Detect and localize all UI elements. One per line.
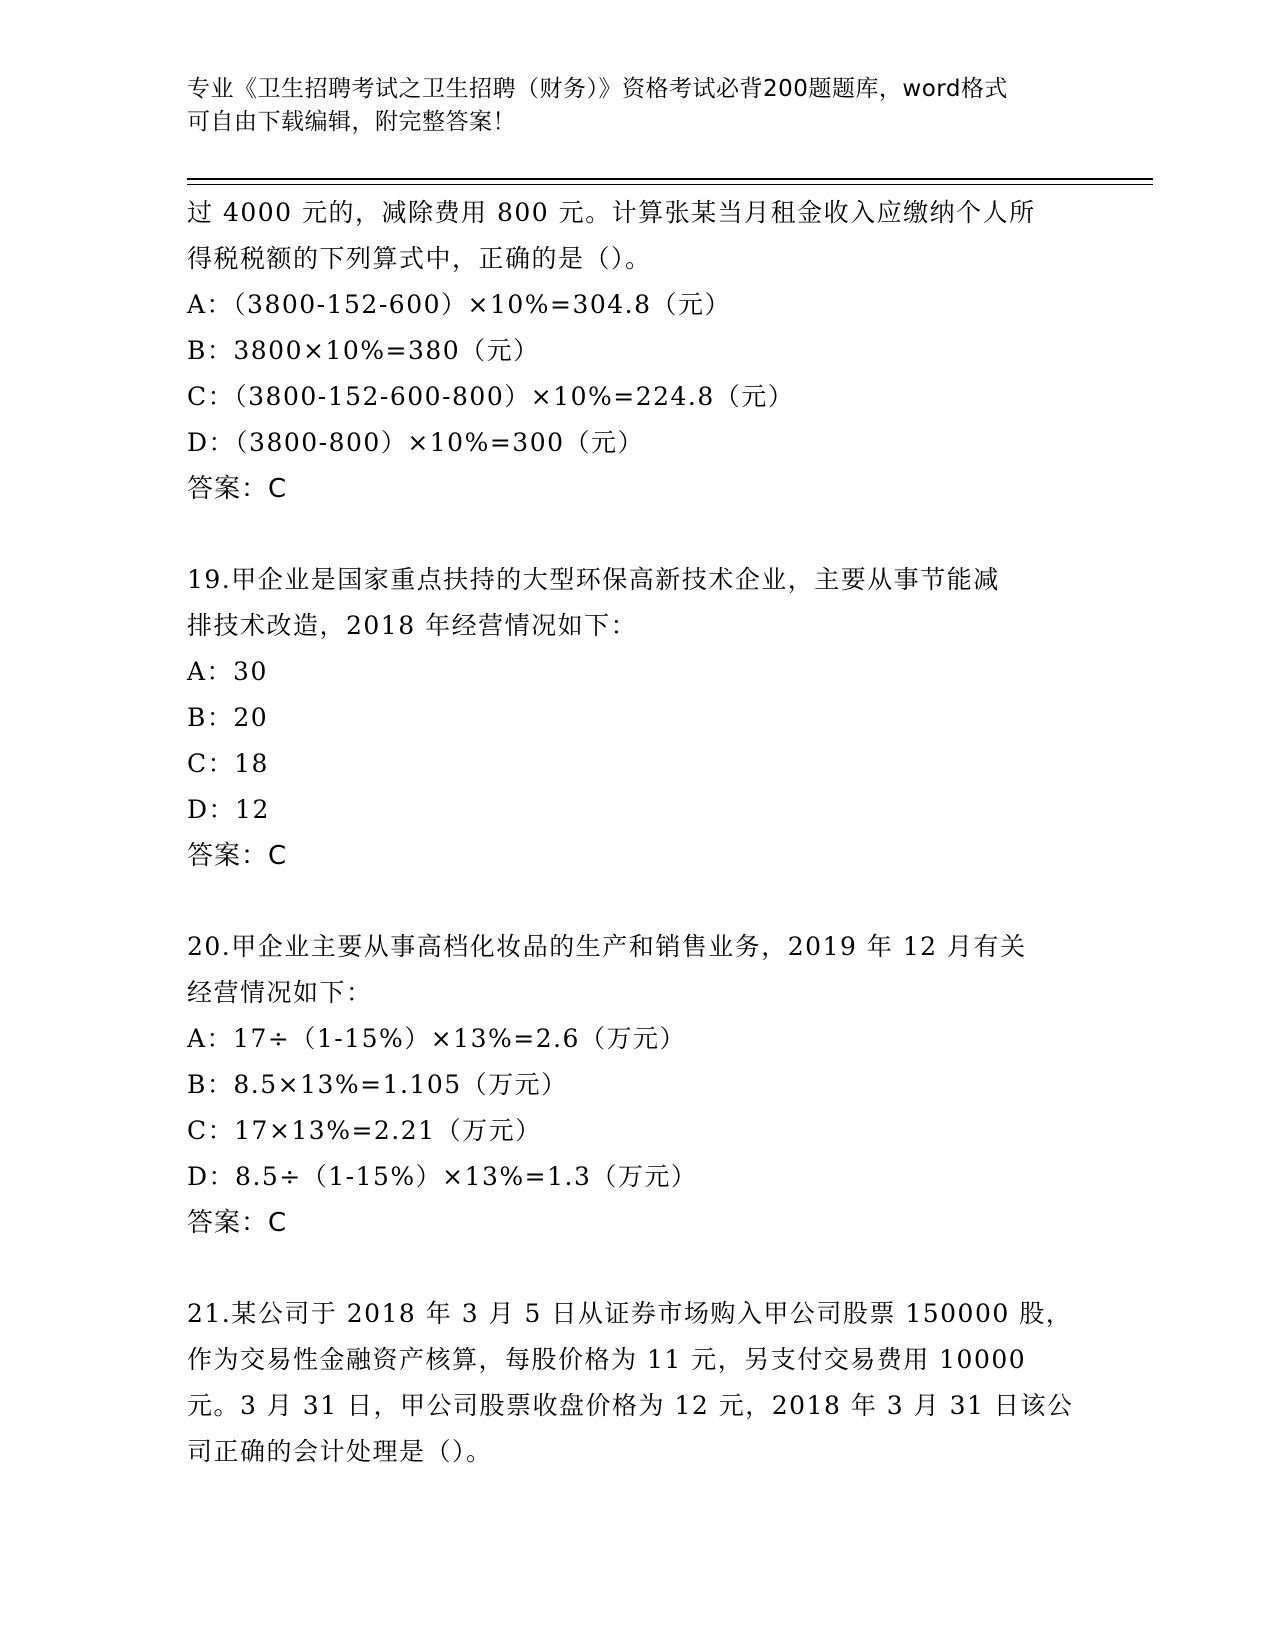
question-19 [187,557,1087,879]
question-stem: 元。3 月 31 日，甲公司股票收盘价格为 12 元，2018 年 3 月 31 日该公 [187,1391,1074,1420]
question-stem: 排技术改造，2018 年经营情况如下： [187,611,638,640]
spacer [187,512,1087,557]
header-title-line-2: 可自由下载编辑，附完整答案！ [187,109,516,135]
option-a: A：（3800-152-600）×10%=304.8（元） [187,290,732,319]
page-header [187,73,1067,139]
question-21 [187,1291,1087,1475]
option-d: D：12 [187,795,270,824]
question-stem: 经营情况如下： [187,978,373,1007]
spacer [187,1246,1087,1291]
question-18 [187,190,1087,512]
option-a: A：30 [187,657,268,686]
option-c: C：17×13%=2.21（万元） [187,1116,542,1145]
question-stem: 作为交易性金融资产核算，每股价格为 11 元，另支付交易费用 10000 [187,1345,1027,1374]
option-b: B：20 [187,703,269,732]
header-divider [187,178,1153,185]
answer: 答案：C [187,841,288,871]
header-title-line-1: 专业《卫生招聘考试之卫生招聘（财务）》资格考试必背200题题库，word格式 [187,76,1008,102]
question-list [187,190,1087,1475]
question-stem: 19.甲企业是国家重点扶持的大型环保高新技术企业，主要从事节能减 [187,565,1000,594]
answer: 答案：C [187,1208,288,1238]
option-d: D：8.5÷（1-15%）×13%=1.3（万元） [187,1162,698,1191]
question-stem: 过 4000 元的，减除费用 800 元。计算张某当月租金收入应缴纳个人所 [187,198,1036,227]
question-20 [187,924,1087,1246]
answer: 答案：C [187,474,288,504]
option-a: A：17÷（1-15%）×13%=2.6（万元） [187,1024,686,1053]
question-stem: 司正确的会计处理是（）。 [187,1437,493,1466]
option-b: B：3800×10%=380（元） [187,336,540,365]
option-c: C：（3800-152-600-800）×10%=224.8（元） [187,382,795,411]
spacer [187,879,1087,924]
option-b: B：8.5×13%=1.105（万元） [187,1070,568,1099]
option-c: C：18 [187,749,269,778]
question-stem: 21.某公司于 2018 年 3 月 5 日从证券市场购入甲公司股票 150000 股， [187,1299,1073,1328]
question-stem: 得税税额的下列算式中，正确的是（）。 [187,244,652,273]
option-d: D：（3800-800）×10%=300（元） [187,428,645,457]
question-stem: 20.甲企业主要从事高档化妆品的生产和销售业务，2019 年 12 月有关 [187,932,1027,961]
